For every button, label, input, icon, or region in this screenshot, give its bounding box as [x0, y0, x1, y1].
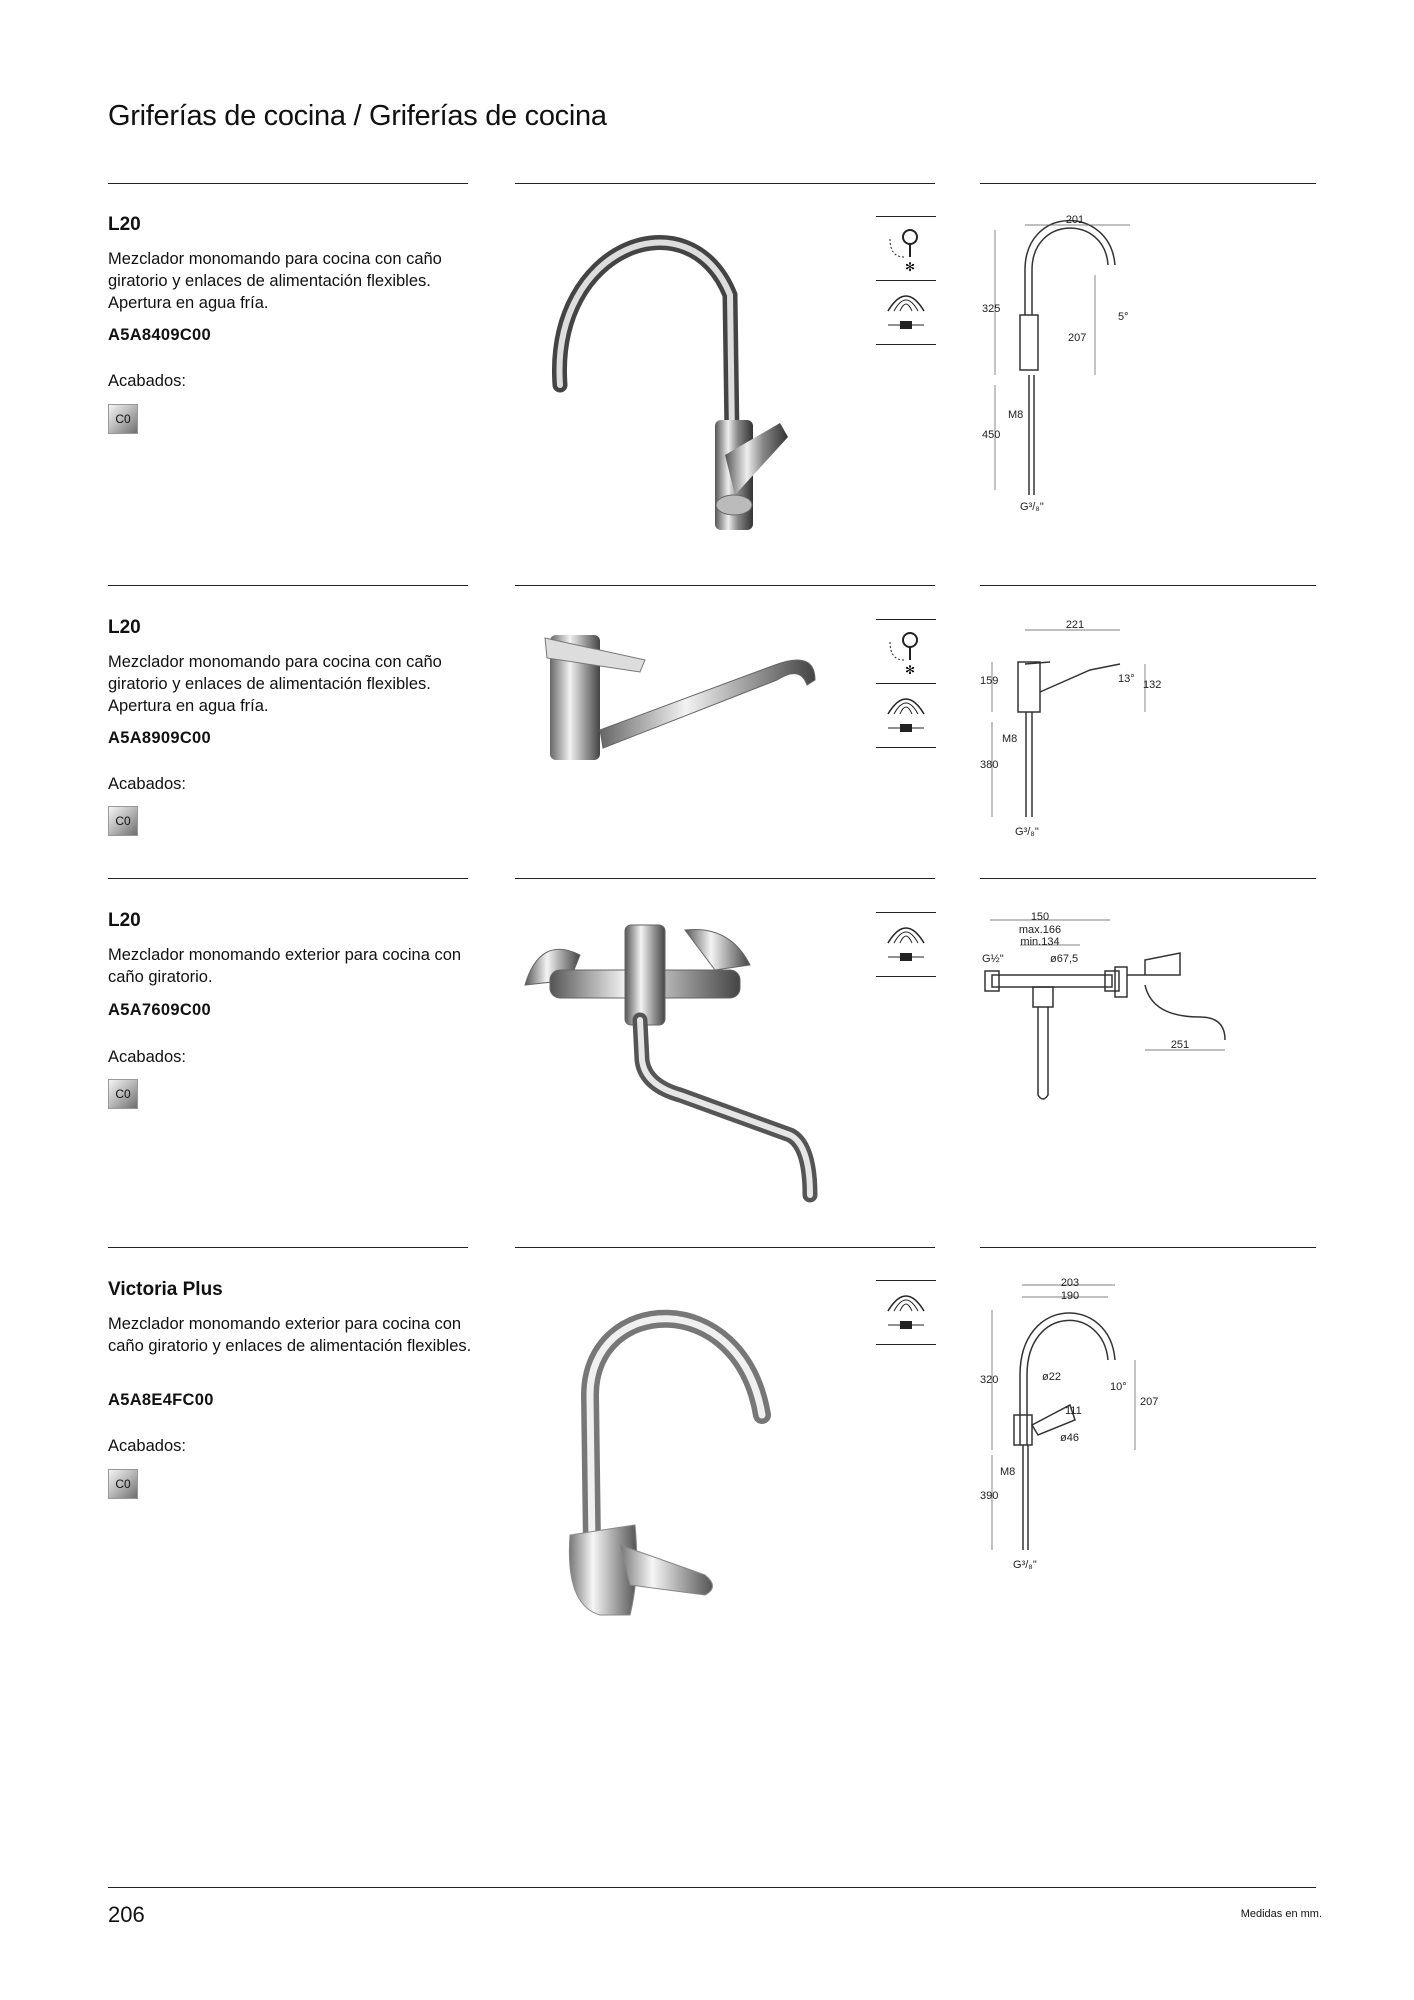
dim-label: G³/₈" — [1013, 1559, 1037, 1571]
divider — [515, 585, 935, 586]
divider — [876, 1344, 936, 1345]
divider — [515, 1247, 935, 1248]
dim-label: 450 — [982, 429, 1001, 441]
faucet-photo — [520, 910, 850, 1210]
technical-drawing — [980, 905, 1240, 1105]
dim-label: G³/₈" — [1020, 501, 1044, 513]
dim-label: 201 — [1065, 214, 1085, 226]
footer-note: Medidas en mm. — [1240, 1908, 1322, 1920]
product-code: A5A8909C00 — [108, 729, 211, 747]
finish-swatch-chrome: C0 — [108, 806, 138, 836]
dim-label: min.134 — [1020, 936, 1060, 948]
faucet-photo — [520, 205, 850, 545]
dim-label: 207 — [1068, 332, 1087, 344]
divider — [980, 585, 1316, 586]
finish-label: Acabados: — [108, 372, 186, 390]
divider — [515, 183, 935, 184]
technical-drawing — [980, 612, 1210, 842]
finish-swatch-chrome: C0 — [108, 1469, 138, 1499]
dim-label: ø67,5 — [1050, 953, 1079, 965]
finish-label: Acabados: — [108, 1437, 186, 1455]
faucet-photo — [515, 620, 845, 770]
swivel-spout-icon — [876, 683, 936, 746]
finish-swatch-chrome: C0 — [108, 404, 138, 434]
technical-drawing — [980, 205, 1210, 525]
dim-label: 320 — [980, 1374, 999, 1386]
dim-label: 325 — [982, 303, 1001, 315]
dim-label: M8 — [1000, 1466, 1016, 1478]
dim-label: 380 — [980, 759, 999, 771]
dim-label: 251 — [1170, 1039, 1190, 1051]
product-description: Mezclador monomando para cocina con caño giratorio y enlaces de alimentación flexibles. Apertura en agua fría. — [108, 250, 442, 312]
dim-label: M8 — [1002, 733, 1018, 745]
cold-opening-icon — [876, 216, 936, 279]
finish-swatch-chrome: C0 — [108, 1079, 138, 1109]
dim-label: ø22 — [1042, 1371, 1061, 1383]
divider — [108, 585, 468, 586]
product-description: Mezclador monomando exterior para cocina con caño giratorio y enlaces de alimentación flexibles. — [108, 1315, 472, 1355]
dim-label: 10° — [1110, 1381, 1127, 1393]
divider — [515, 878, 935, 879]
technical-drawing — [980, 1275, 1210, 1585]
dim-label: 5° — [1118, 311, 1129, 323]
product-code: A5A8409C00 — [108, 326, 211, 344]
dim-label: 390 — [980, 1490, 999, 1502]
divider — [876, 344, 936, 345]
dim-label: 111 — [1065, 1405, 1082, 1417]
swivel-spout-icon — [876, 912, 936, 975]
product-name: L20 — [108, 910, 141, 931]
divider — [108, 183, 468, 184]
finish-label: Acabados: — [108, 775, 186, 793]
product-description: Mezclador monomando exterior para cocina con caño giratorio. — [108, 946, 462, 986]
page-title: Griferías de cocina / Griferías de cocina — [108, 100, 607, 132]
product-description: Mezclador monomando para cocina con caño giratorio y enlaces de alimentación flexibles. Apertura en agua fría. — [108, 653, 442, 715]
finish-label: Acabados: — [108, 1048, 186, 1066]
dim-label: max.166 — [1018, 924, 1062, 936]
product-name: L20 — [108, 214, 141, 235]
divider — [980, 1247, 1316, 1248]
dim-label: 190 — [1060, 1290, 1080, 1302]
svg-text:✻: ✻ — [904, 260, 916, 274]
swivel-spout-icon — [876, 280, 936, 343]
svg-text:✻: ✻ — [904, 663, 916, 677]
footer-divider — [108, 1887, 1316, 1888]
dim-label: 159 — [980, 675, 999, 687]
dim-label: 13° — [1118, 673, 1135, 685]
dim-label: 132 — [1143, 679, 1162, 691]
product-code: A5A7609C00 — [108, 1001, 211, 1019]
divider — [876, 747, 936, 748]
faucet-photo — [520, 1275, 850, 1635]
divider — [108, 878, 468, 879]
dim-label: G½" — [982, 953, 1004, 965]
divider — [108, 1247, 468, 1248]
product-code: A5A8E4FC00 — [108, 1391, 214, 1409]
divider — [876, 976, 936, 977]
feature-icons — [876, 216, 936, 346]
page-number: 206 — [108, 1902, 145, 1927]
swivel-spout-icon — [876, 1280, 936, 1343]
dim-label: 150 — [1030, 911, 1050, 923]
cold-opening-icon — [876, 619, 936, 682]
dim-label: 221 — [1065, 619, 1085, 631]
dim-label: 207 — [1140, 1396, 1159, 1408]
dim-label: ø46 — [1060, 1432, 1079, 1444]
product-name: L20 — [108, 617, 141, 638]
dim-label: M8 — [1008, 409, 1024, 421]
divider — [980, 878, 1316, 879]
dim-label: G³/₈" — [1015, 826, 1039, 838]
divider — [980, 183, 1316, 184]
dim-label: 203 — [1060, 1277, 1080, 1289]
product-name: Victoria Plus — [108, 1279, 223, 1300]
